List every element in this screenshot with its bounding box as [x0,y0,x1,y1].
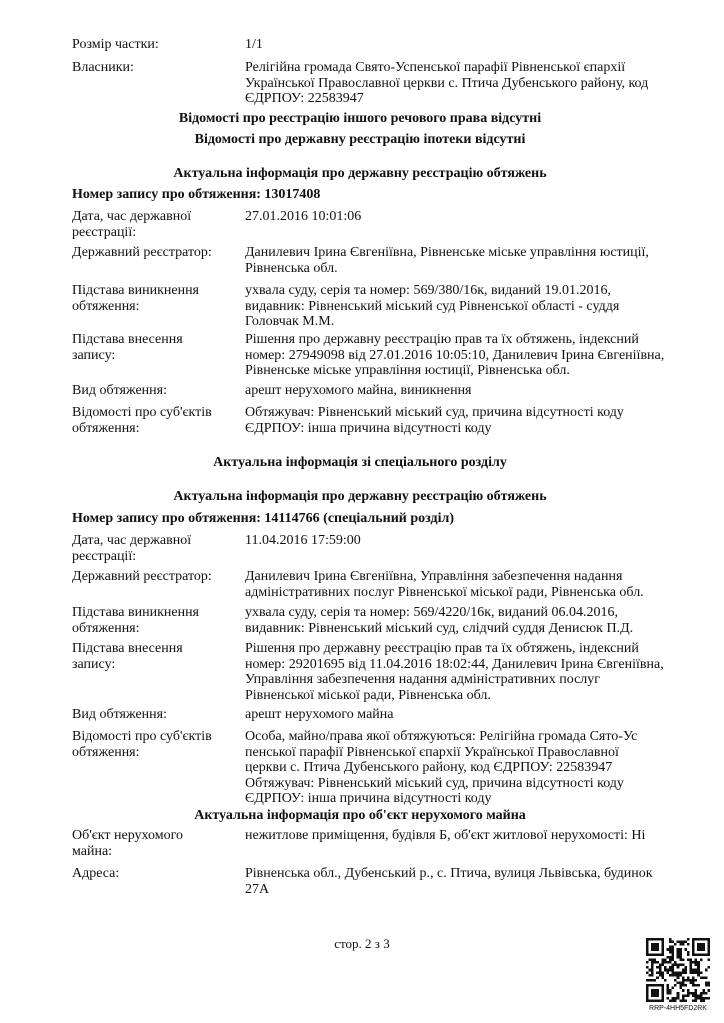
field-value: 11.04.2016 17:59:00 [245,533,361,548]
notice-other-right: Відомості про реєстрацію іншого речового права відсутні [178,111,542,126]
page-number: стор. 2 з 3 [334,936,390,951]
field-label: Вид обтяження: [72,707,167,722]
field-label: Підстава виникнення обтяження: [72,283,199,314]
field-value: арешт нерухомого майна [245,707,394,722]
qr-code-icon [646,938,710,1002]
field-value: Особа, майно/права якої обтяжуються: Релігійна громада Сято-Ус пенської парафії Рівненської єпархії Української Православної церкви с. Птича Дубенського району, код ЄДРПОУ: 22583947 Обтяжувач: Рівненський міський суд, причина відсутності коду ЄДРПОУ: інша причина відсутності коду [245,729,638,806]
field-value: Обтяжувач: Рівненський міський суд, причина відсутності коду ЄДРПОУ: інша причина відсутності коду [245,405,624,436]
encumbrance2-section-title: Актуальна інформація про державну реєстрацію обтяжень [173,489,547,504]
special-section-title: Актуальна інформація зі спеціального розділу [213,455,507,470]
field-label: Дата, час державної реєстрації: [72,209,192,240]
field-label: Підстава внесення запису: [72,332,183,363]
field-label: Підстава виникнення обтяження: [72,605,199,636]
owners-label: Власники: [72,60,134,75]
field-label: Дата, час державної реєстрації: [72,533,192,564]
share-label: Розмір частки: [72,37,159,52]
field-label: Державний реєстратор: [72,245,212,260]
field-value: Данилевич Ірина Євгеніївна, Управління забезпечення надання адміністративних послуг Рівненської міської ради, Рівненська обл. [245,569,644,600]
field-value: ухвала суду, серія та номер: 569/380/16к, виданий 19.01.2016, видавник: Рівненський міський суд Рівненської області - суддя Головчак М.М. [245,283,620,329]
field-value: Рівненська обл., Дубенський р., с. Птича, вулиця Львівська, будинок 27А [245,866,653,897]
field-label: Вид обтяження: [72,383,167,398]
qr-code-text: RRP-4HH5FD2RK [649,1005,707,1012]
field-label: Державний реєстратор: [72,569,212,584]
notice-mortgage: Відомості про державну реєстрацію іпотеки відсутні [194,132,526,147]
encumbrance1-record-number: Номер запису про обтяження: 13017408 [72,187,321,202]
field-label: Підстава внесення запису: [72,641,183,672]
field-value: ухвала суду, серія та номер: 569/4220/16к, виданий 06.04.2016, видавник: Рівненський міський суд, слідчий суддя Денисюк П.Д. [245,605,634,636]
field-label: Відомості про суб'єктів обтяження: [72,405,212,436]
field-label: Об'єкт нерухомого майна: [72,828,183,859]
field-value: Рішення про державну реєстрацію прав та їх обтяжень, індексний номер: 29201695 від 11.04.2016 18:02:44, Данилевич Ірина Євгеніївна, Управління забезпечення надання адміністративних послуг Рівненської міської ради, Рівненська обл. [245,641,664,703]
owners-value: Релігійна громада Свято-Успенської парафії Рівненської єпархії Української Православної церкви с. Птича Дубенського району, код ЄДРПОУ: 22583947 [245,60,649,106]
encumbrance1-section-title: Актуальна інформація про державну реєстрацію обтяжень [173,166,547,181]
field-value: Рішення про державну реєстрацію прав та їх обтяжень, індексний номер: 27949098 від 27.01.2016 10:05:10, Данилевич Ірина Євгеніївна, Рівненське міське управління юстиції, Рівненська обл. [245,332,665,378]
field-value: нежитлове приміщення, будівля Б, об'єкт житлової нерухомості: Ні [245,828,646,843]
field-label: Відомості про суб'єктів обтяження: [72,729,212,760]
field-value: Данилевич Ірина Євгеніївна, Рівненське міське управління юстиції, Рівненська обл. [245,245,649,276]
property-section-title: Актуальна інформація про об'єкт нерухомого майна [194,808,526,823]
share-value: 1/1 [245,37,263,52]
field-value: 27.01.2016 10:01:06 [245,209,362,224]
field-value: арешт нерухомого майна, виникнення [245,383,472,398]
field-label: Адреса: [72,866,120,881]
encumbrance2-record-number: Номер запису про обтяження: 14114766 (спеціальний розділ) [72,511,454,526]
